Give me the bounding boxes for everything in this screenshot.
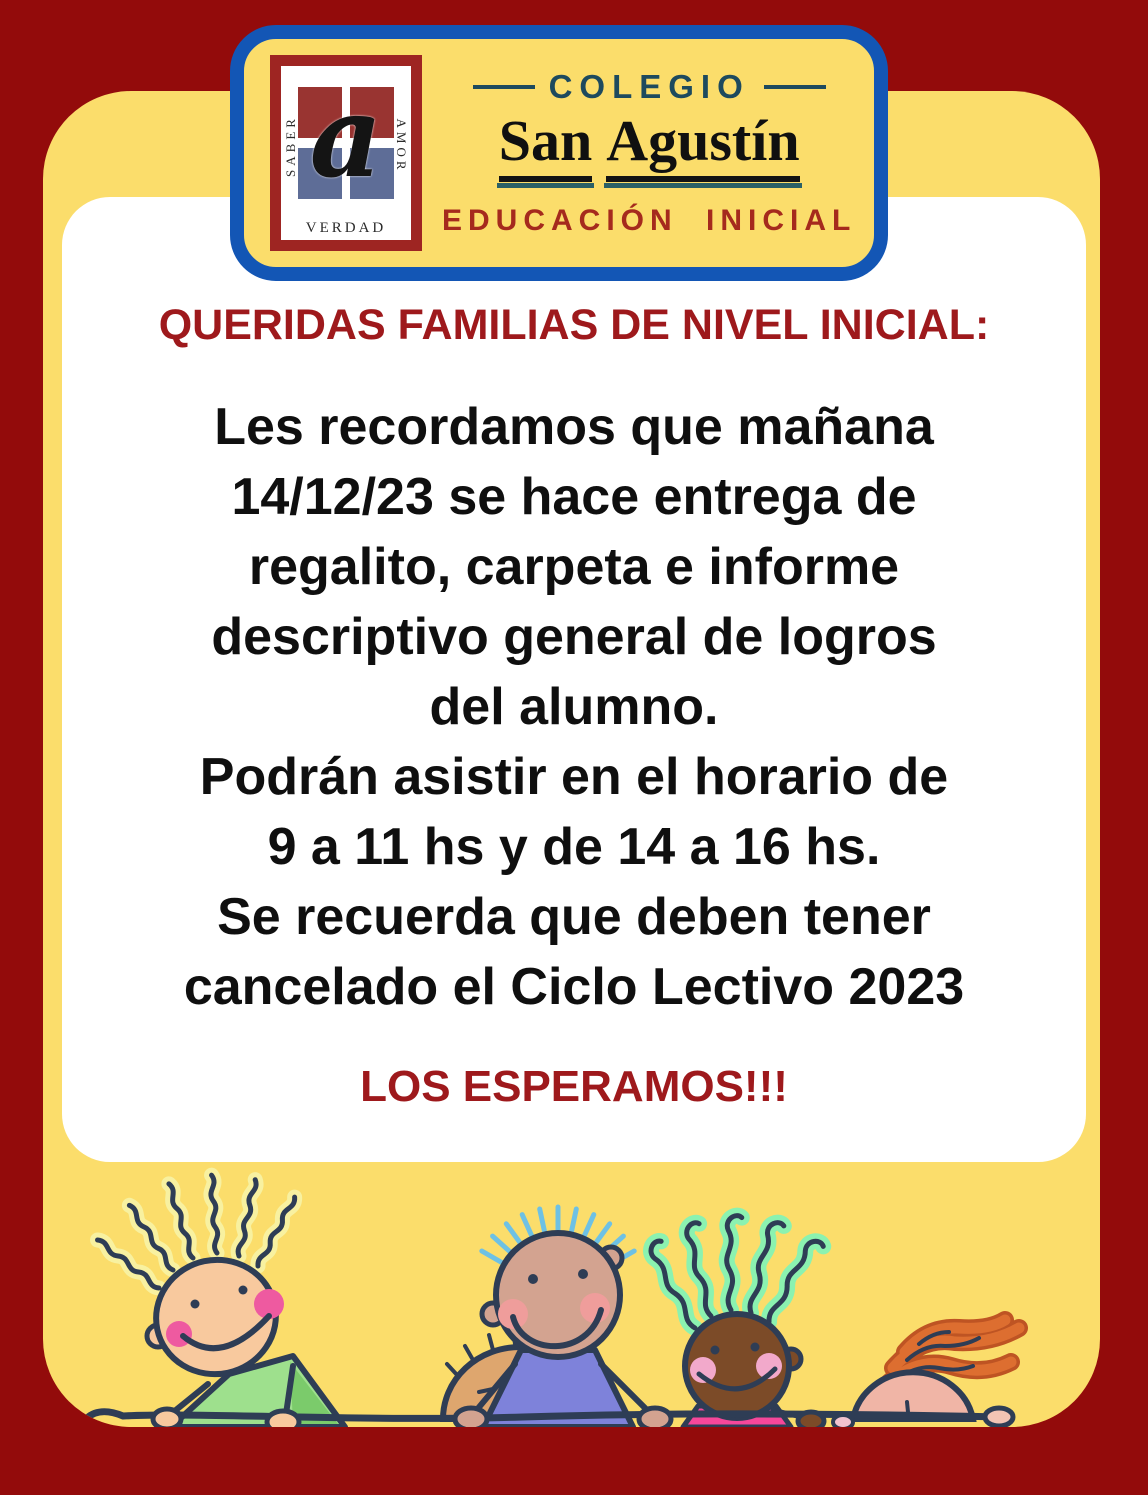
school-name-word: Agustín xyxy=(606,110,799,183)
school-type-label: COLEGIO xyxy=(548,67,750,105)
body-line: 14/12/23 se hace entrega de xyxy=(231,468,917,526)
school-type-row xyxy=(473,68,826,106)
announcement-body xyxy=(62,392,1086,1022)
body-line: 9 a 11 hs y de 14 a 16 hs. xyxy=(267,818,881,876)
children-illustration xyxy=(43,1154,1100,1427)
body-line: Podrán asistir en el horario de xyxy=(199,748,949,806)
right-rule xyxy=(764,85,826,89)
logo-motto-saber: SABER xyxy=(283,115,298,177)
body-line: regalito, carpeta e informe xyxy=(248,538,900,596)
announcement-card xyxy=(62,197,1086,1162)
logo-emblem xyxy=(298,71,394,203)
left-rule xyxy=(473,85,535,89)
school-badge xyxy=(230,25,888,281)
body-line: Se recuerda que deben tener xyxy=(217,888,931,946)
badge-titles xyxy=(442,68,856,239)
body-line: Les recordamos que mañana xyxy=(214,398,934,456)
kid-3 xyxy=(475,1207,649,1427)
logo-motto-verdad: VERDAD xyxy=(305,220,387,236)
kid-4 xyxy=(683,1314,805,1427)
logo-motto-amor: AMOR xyxy=(394,118,409,174)
school-level-label: EDUCACIÓN INICIAL xyxy=(442,204,857,238)
school-logo xyxy=(270,55,422,251)
school-name xyxy=(498,107,800,183)
body-line: del alumno. xyxy=(429,678,719,736)
closing-line: LOS ESPERAMOS!!! xyxy=(360,1062,788,1111)
school-name-word: San xyxy=(499,110,593,183)
logo-letter-a: a xyxy=(309,71,383,203)
greeting-heading: QUERIDAS FAMILIAS DE NIVEL INICIAL: xyxy=(158,301,990,349)
body-line: cancelado el Ciclo Lectivo 2023 xyxy=(183,958,965,1016)
body-line: descriptivo general de logros xyxy=(211,608,937,666)
kid-1 xyxy=(145,1249,345,1427)
